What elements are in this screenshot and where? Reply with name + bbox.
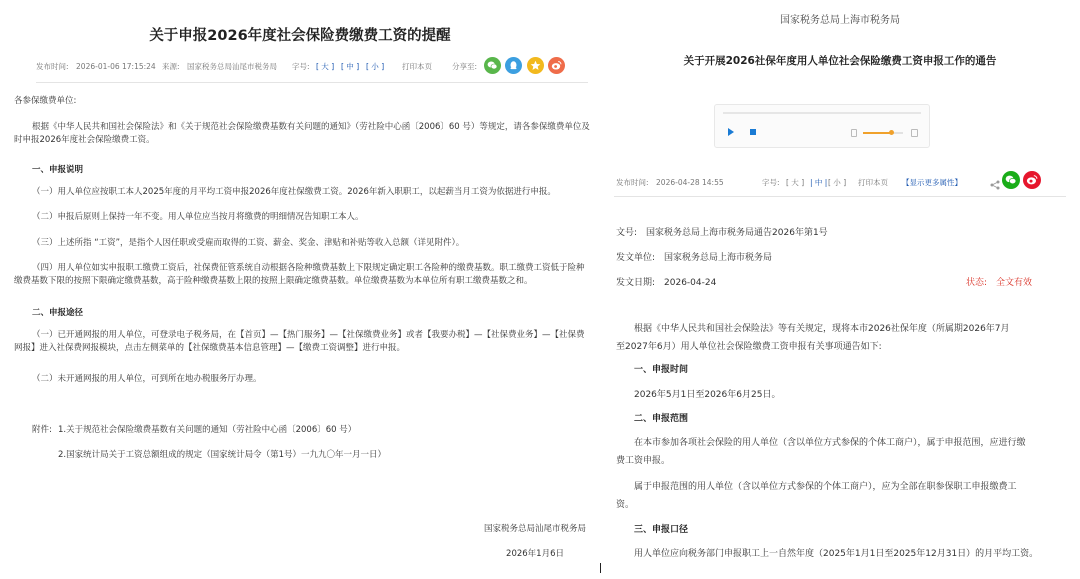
right-sec3-text: 用人单位应向税务部门申报职工上一自然年度（2025年1月1日至2025年12月31日）的月平均工资。 [634,549,1039,559]
wechat-share-icon[interactable] [484,57,501,74]
left-print-button[interactable]: 打印本页 [402,62,432,71]
right-sec2-p1: 在本市参加各项社会保险的用人单位（含以单位方式参保的个体工商户），属于申报范围，应进行缴费工资申报。 [616,438,1026,466]
left-font-medium-button[interactable]: [ 中 ] [341,62,360,71]
left-source: 来源: 国家税务总局汕尾市税务局 [162,62,278,71]
right-intro-paragraph: 根据《中华人民共和国社会保险法》等有关规定，现将本市2026社保年度（所属期2026年7月至2027年6月）用人单位社会保险缴费工资申报有关事项通告如下: [616,324,1010,352]
show-more-attributes-link[interactable]: 【显示更多属性】 [902,178,962,187]
qq-share-icon[interactable] [505,57,522,74]
right-meta-divider [614,196,1066,197]
left-meta-divider [36,82,588,83]
right-font-size-label: 字号: [762,178,780,187]
left-font-large-button[interactable]: [ 大 ] [316,62,335,71]
left-font-small-button[interactable]: [ 小 ] [366,62,385,71]
left-attachment-1-link[interactable]: 1.关于规范社会保险缴费基数有关问题的通知（劳社险中心函〔2006〕60 号） [58,425,357,435]
right-sec3-heading: 三、申报口径 [634,525,689,535]
right-font-large-button[interactable]: [ 大 ] [786,178,805,187]
left-signing-date: 2026年1月6日 [506,549,564,559]
weibo-share-icon[interactable] [1023,171,1041,189]
volume-low-icon [851,129,857,137]
left-publish-date: 发布时间: 2026-01-06 17:15:24 [36,62,156,71]
left-greeting: 各参保缴费单位: [14,96,77,106]
left-s2-p2: （二）未开通网报的用人单位，可到所在地办税服务厅办理。 [32,374,262,384]
qzone-share-icon[interactable] [527,57,544,74]
left-share-label: 分享至: [452,62,478,71]
volume-knob[interactable] [889,130,894,135]
stop-icon[interactable] [750,129,756,135]
left-section1-heading: 一、申报说明 [32,165,84,175]
right-publish-date: 发布时间: 2026-04-28 14:55 [616,178,724,187]
left-s1-p3: （三）上述所指 “工资”，是指个人因任职或受雇而取得的工资、薪金、奖金、津贴和补贴等收入总额（详见附件）。 [32,238,465,248]
right-font-small-button[interactable]: [ 小 ] [828,178,847,187]
right-title: 关于开展2026社保年度用人单位社会保险缴费工资申报工作的通告 [683,55,997,67]
play-icon[interactable] [728,128,734,136]
wechat-share-icon[interactable] [1002,171,1020,189]
right-article [600,0,1080,579]
volume-slider[interactable] [863,132,903,134]
left-intro-paragraph: 根据《中华人民共和国社会保险法》和《关于规范社会保险缴费基数有关问题的通知》（劳社险中心函〔2006〕60 号）等规定，请各参保缴费单位及时申报2026年度社会保险缴费工资。 [14,122,590,145]
right-org-header: 国家税务总局上海市税务局 [780,15,900,26]
left-signing-org: 国家税务总局汕尾市税务局 [483,524,586,534]
right-issue-date: 发文日期: 2026-04-24 [616,278,717,288]
left-attachment-2-link[interactable]: 2.国家统计局关于工资总额组成的规定（国家统计局令（第1号）一九九〇年一月一日） [58,450,387,460]
right-status: 状态: 全文有效 [966,278,1033,288]
right-print-button[interactable]: 打印本页 [858,178,888,187]
right-sec1-text: 2026年5月1日至2026年6月25日。 [634,390,781,400]
right-issuer: 发文单位: 国家税务总局上海市税务局 [616,253,773,263]
right-sec2-heading: 二、申报范围 [634,414,689,424]
left-attachment-label: 附件: [32,425,52,435]
left-font-size-label: 字号: [292,62,310,71]
audio-progress-bar[interactable] [723,112,921,114]
left-section2-heading: 二、申报途径 [32,308,84,318]
left-s1-p1: （一）用人单位应按职工本人2025年度的月平均工资申报2026年度社保缴费工资。2026年新入职职工，以起薪当月工资为依据进行申报。 [32,187,556,197]
right-sec2-p2: 属于申报范围的用人单位（含以单位方式参保的个体工商户），应为全部在职参保职工申报缴费工资。 [616,482,1017,510]
volume-fill [863,132,891,134]
left-s1-p2: （二）申报后原则上保持一年不变。用人单位应当按月将缴费的明细情况告知职工本人。 [32,212,364,222]
left-s1-p4: （四）用人单位如实申报职工缴费工资后，社保费征管系统自动根据各险种缴费基数上下限规定确定职工各险种的缴费基数。职工缴费工资低于险种缴费基数下限的按照下限确定缴费基数，高于险种缴费基数上限的按照上限确定缴费基数。单位缴费基数为本单位所有职工缴费基数之和。 [14,263,585,286]
right-sec1-heading: 一、申报时间 [634,365,689,375]
audio-player[interactable] [714,104,930,148]
left-title: 关于申报2026年度社会保险费缴费工资的提醒 [149,28,451,44]
right-doc-number: 文号: 国家税务总局上海市税务局通告2026年第1号 [616,228,828,238]
right-font-medium-button[interactable]: | 中 | [810,178,828,187]
share-icon[interactable] [990,175,1000,185]
weibo-share-icon[interactable] [548,57,565,74]
text-cursor [600,563,601,573]
left-s2-p1: （一）已开通网报的用人单位，可登录电子税务局，在【首页】—【热门服务】—【社保缴费业务】或者【我要办税】—【社保费业务】—【社保费网报】进入社保费网报模块，点击左侧菜单的【社保缴费基本信息管理】—【缴费工资调整】进行申报。 [14,330,585,353]
volume-high-icon [911,129,918,137]
